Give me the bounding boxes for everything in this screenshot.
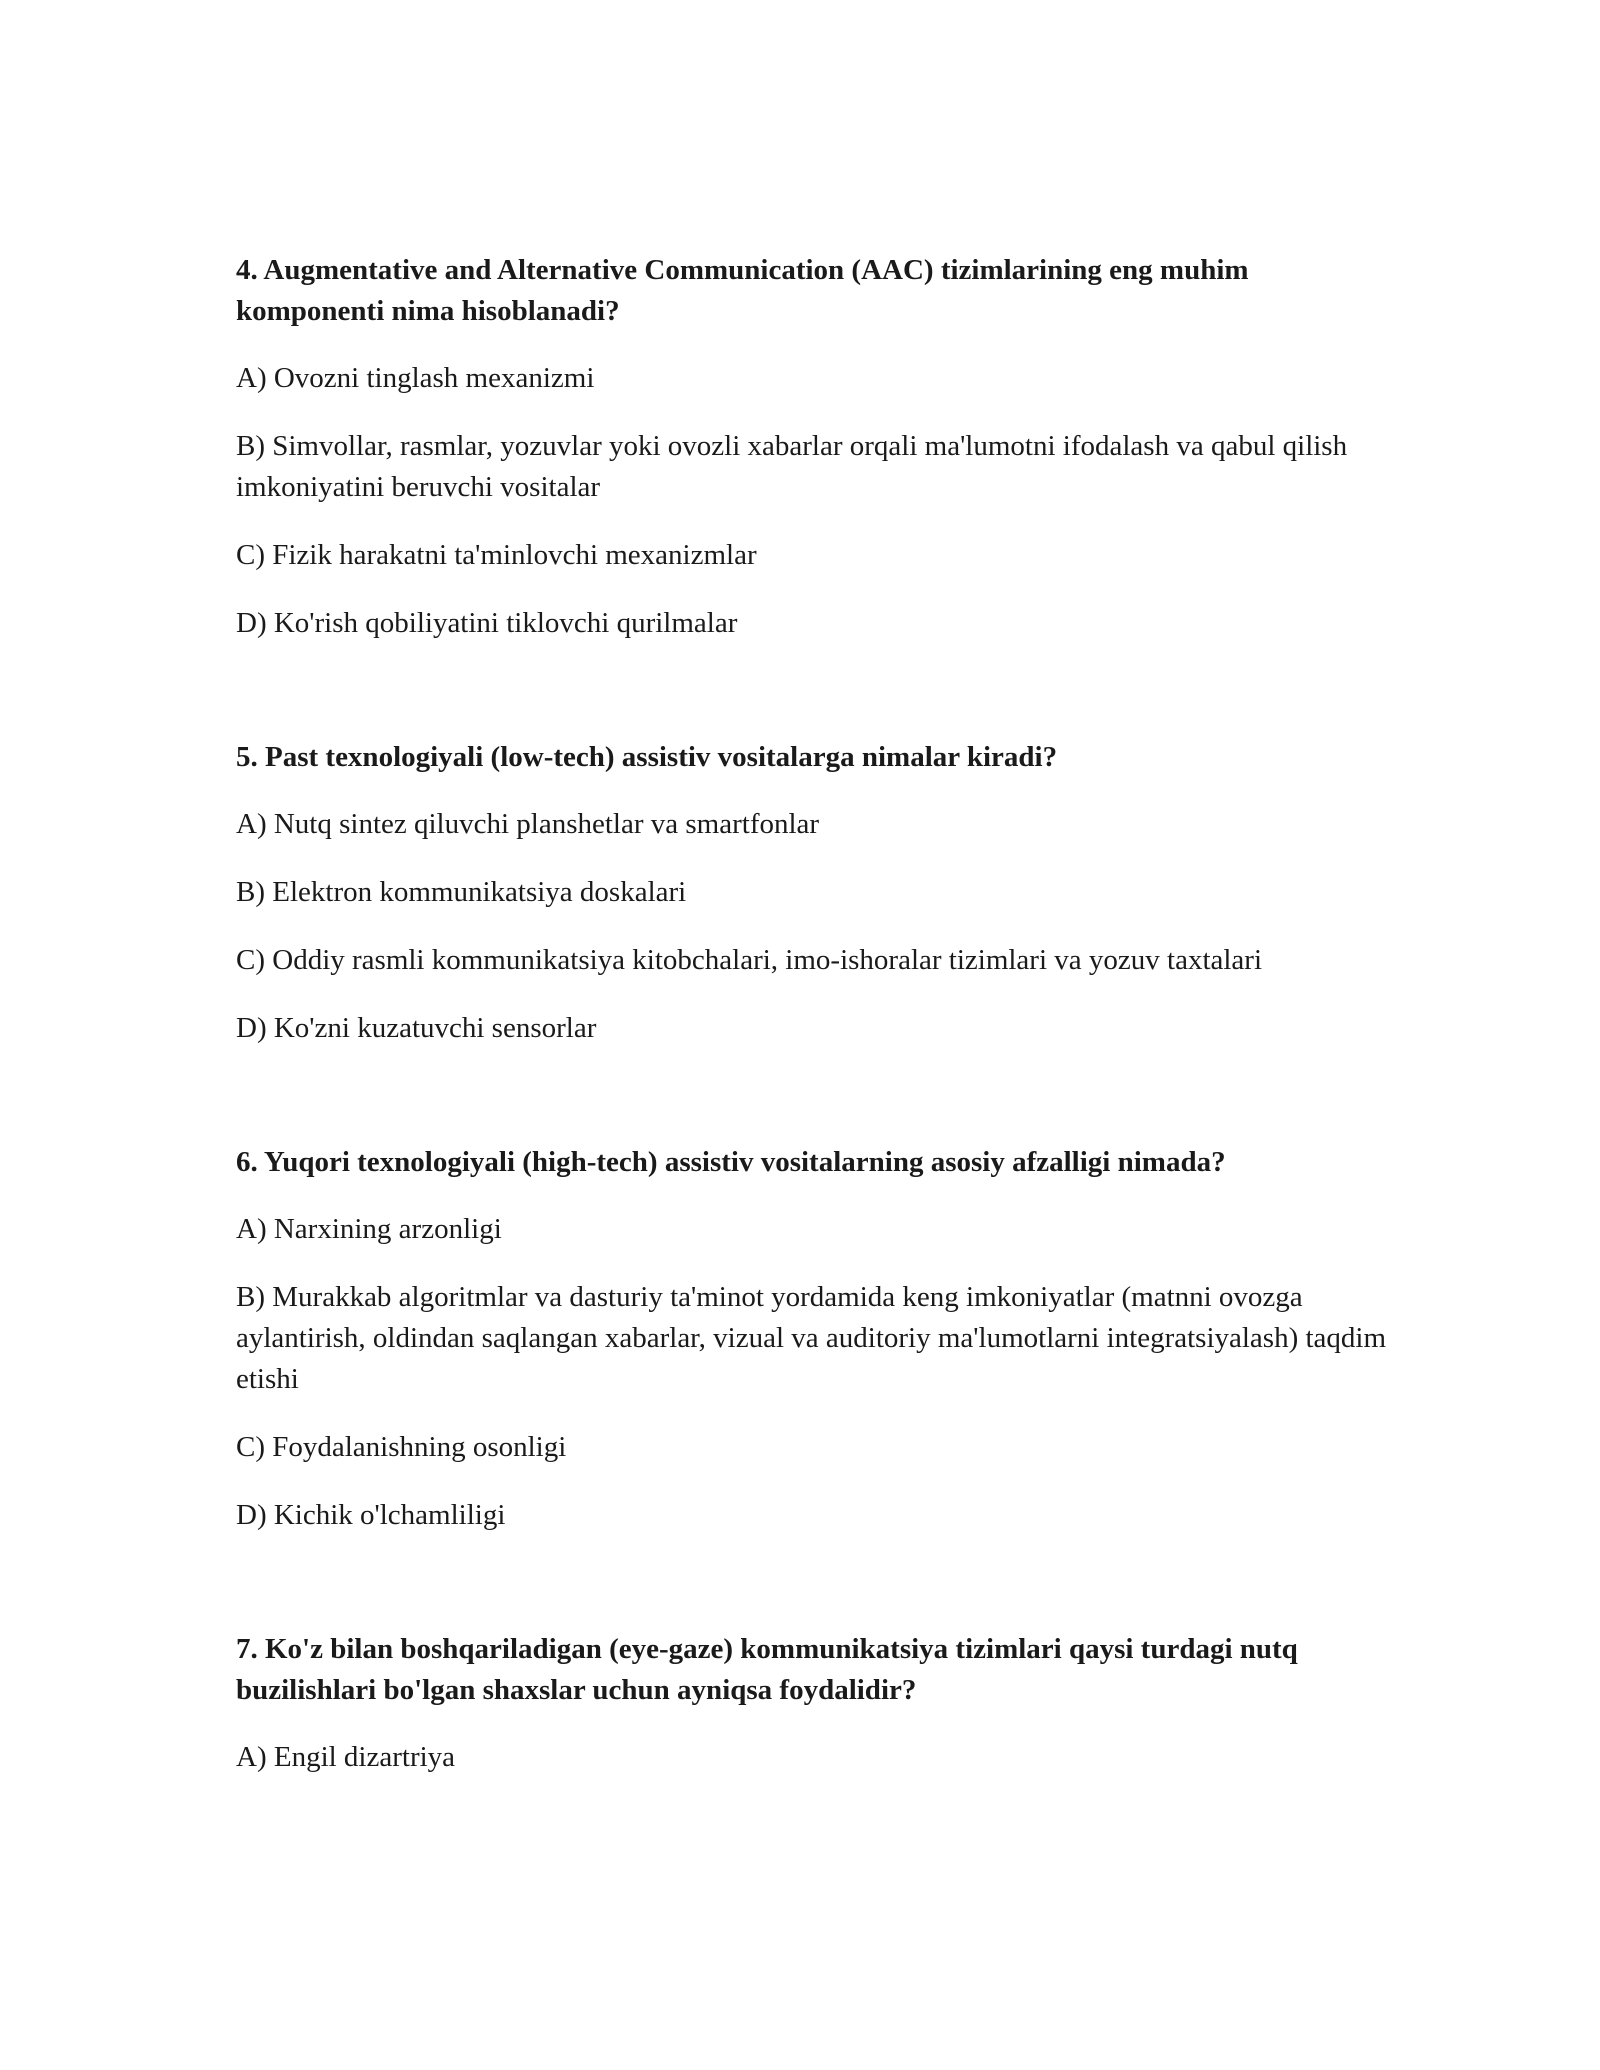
- question-title: 5. Past texnologiyali (low-tech) assistiv vositalarga nimalar kiradi?: [236, 741, 1058, 773]
- answer-option-b: B) Elektron kommunikatsiya doskalari: [236, 876, 687, 908]
- answer-option-a: A) Narxining arzonligi: [236, 1213, 502, 1245]
- spacer: [236, 1076, 1396, 1142]
- answer-option-c: C) Foydalanishning osonligi: [236, 1431, 567, 1463]
- answer-option-d: D) Ko'rish qobiliyatini tiklovchi qurilmalar: [236, 607, 738, 639]
- answer-option-b: B) Murakkab algoritmlar va dasturiy ta'minot yordamida keng imkoniyatlar (matnni ovozga aylantirish, oldindan saqlangan xabarlar, vizual va auditoriy ma'lumotlarni integratsiyalash) taqdim etishi: [236, 1281, 1387, 1395]
- document-page: [236, 250, 1396, 1805]
- answer-option-c: C) Fizik harakatni ta'minlovchi mexanizmlar: [236, 539, 757, 571]
- answer-option-b: B) Simvollar, rasmlar, yozuvlar yoki ovozli xabarlar orqali ma'lumotni ifodalash va qabul qilish imkoniyatini beruvchi vositalar: [236, 430, 1348, 503]
- spacer: [236, 1563, 1396, 1629]
- question-4: [236, 250, 1396, 644]
- question-title: 7. Ko'z bilan boshqariladigan (eye-gaze) kommunikatsiya tizimlari qaysi turdagi nutq buzilishlari bo'lgan shaxslar uchun ayniqsa foydalidir?: [236, 1633, 1298, 1706]
- question-title: 4. Augmentative and Alternative Communication (AAC) tizimlarining eng muhim komponenti nima hisoblanadi?: [236, 254, 1249, 327]
- answer-option-c: C) Oddiy rasmli kommunikatsiya kitobchalari, imo-ishoralar tizimlari va yozuv taxtalari: [236, 944, 1263, 976]
- answer-option-d: D) Kichik o'lchamliligi: [236, 1499, 506, 1531]
- question-7: [236, 1629, 1396, 1778]
- question-title: 6. Yuqori texnologiyali (high-tech) assistiv vositalarning asosiy afzalligi nimada?: [236, 1146, 1226, 1178]
- question-6: [236, 1142, 1396, 1536]
- answer-option-a: A) Ovozni tinglash mexanizmi: [236, 362, 595, 394]
- answer-option-a: A) Engil dizartriya: [236, 1741, 456, 1773]
- answer-option-d: D) Ko'zni kuzatuvchi sensorlar: [236, 1012, 597, 1044]
- spacer: [236, 671, 1396, 737]
- question-5: [236, 737, 1396, 1049]
- answer-option-a: A) Nutq sintez qiluvchi planshetlar va smartfonlar: [236, 808, 820, 840]
